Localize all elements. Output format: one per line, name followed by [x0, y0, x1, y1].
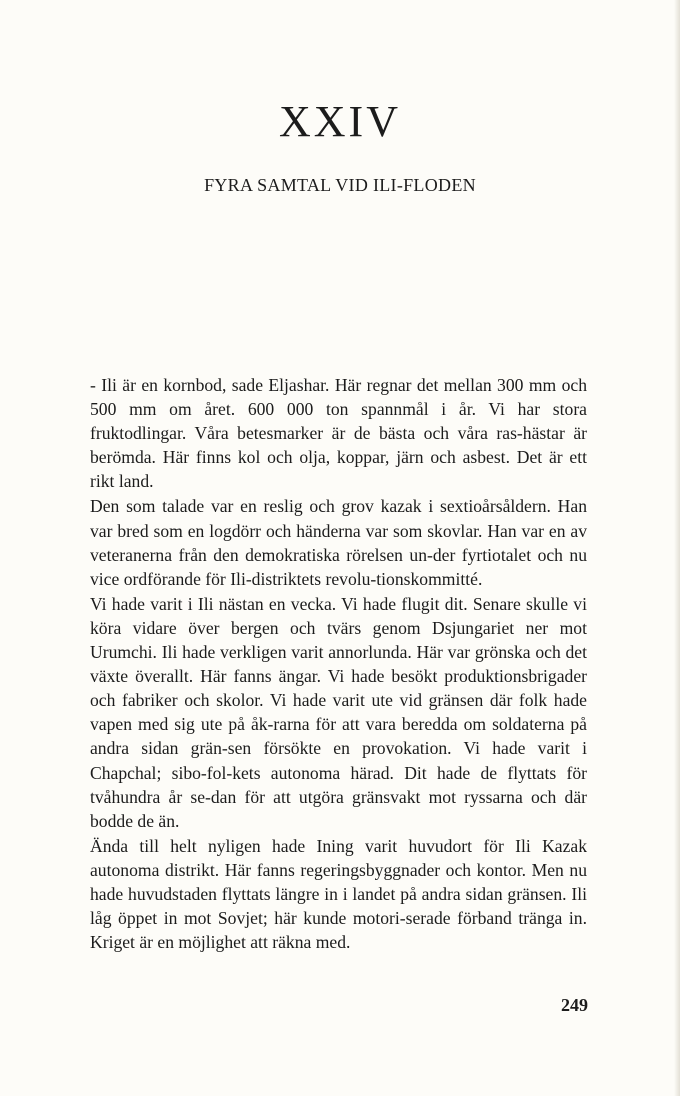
paragraph: Vi hade varit i Ili nästan en vecka. Vi hade flugit dit. Senare skulle vi köra vidare över bergen och tvärs genom Dsjungariet ner mot Urumchi. Ili hade verkligen varit annorlunda. Här var grönska och det växte överallt. Här fanns ängar. Vi hade besökt produktionsbrigader och fabriker och skolor. Vi hade varit ute vid gränsen där folk hade vapen med sig ute på åk-rarna för att vara beredda om soldaterna på andra sidan grän-sen försökte en provokation. Vi hade varit i Chapchal; sibo-fol-kets autonoma härad. Dit hade de flyttats för tvåhundra år se-dan för att utgöra gränsvakt mot ryssarna och där bodde de än.	[90, 593, 587, 831]
chapter-body	[90, 373, 587, 954]
page-edge-shadow	[674, 0, 680, 1096]
chapter-title: FYRA SAMTAL VID ILI-FLODEN	[204, 175, 476, 195]
chapter-number: XXIV	[279, 97, 401, 146]
page-number: 249	[561, 995, 588, 1015]
paragraph: - Ili är en kornbod, sade Eljashar. Här regnar det mellan 300 mm och 500 mm om året. 600 000 ton spannmål i år. Vi har stora fruktodlingar. Våra betesmarker är de bästa och våra ras-hästar är berömda. Här finns kol och olja, koppar, järn och asbest. Det är ett rikt land.	[90, 375, 587, 492]
paragraph: Den som talade var en reslig och grov kazak i sextioårsåldern. Han var bred som en logdörr och händerna var som skovlar. Han var en av veteranerna från den demokratiska rörelsen un-der fyrtiotalet och nu vice ordförande för Ili-distriktets revolu-tionskommitté.	[90, 496, 587, 589]
paragraph: Ända till helt nyligen hade Ining varit huvudort för Ili Kazak autonoma distrikt. Här fanns regeringsbyggnader och kontor. Men nu hade huvudstaden flyttats längre in i landet på andra sidan gränsen. Ili låg öppet in mot Sovjet; här kunde motori-serade förband tränga in. Kriget är en möjlighet att räkna med.	[90, 835, 587, 953]
